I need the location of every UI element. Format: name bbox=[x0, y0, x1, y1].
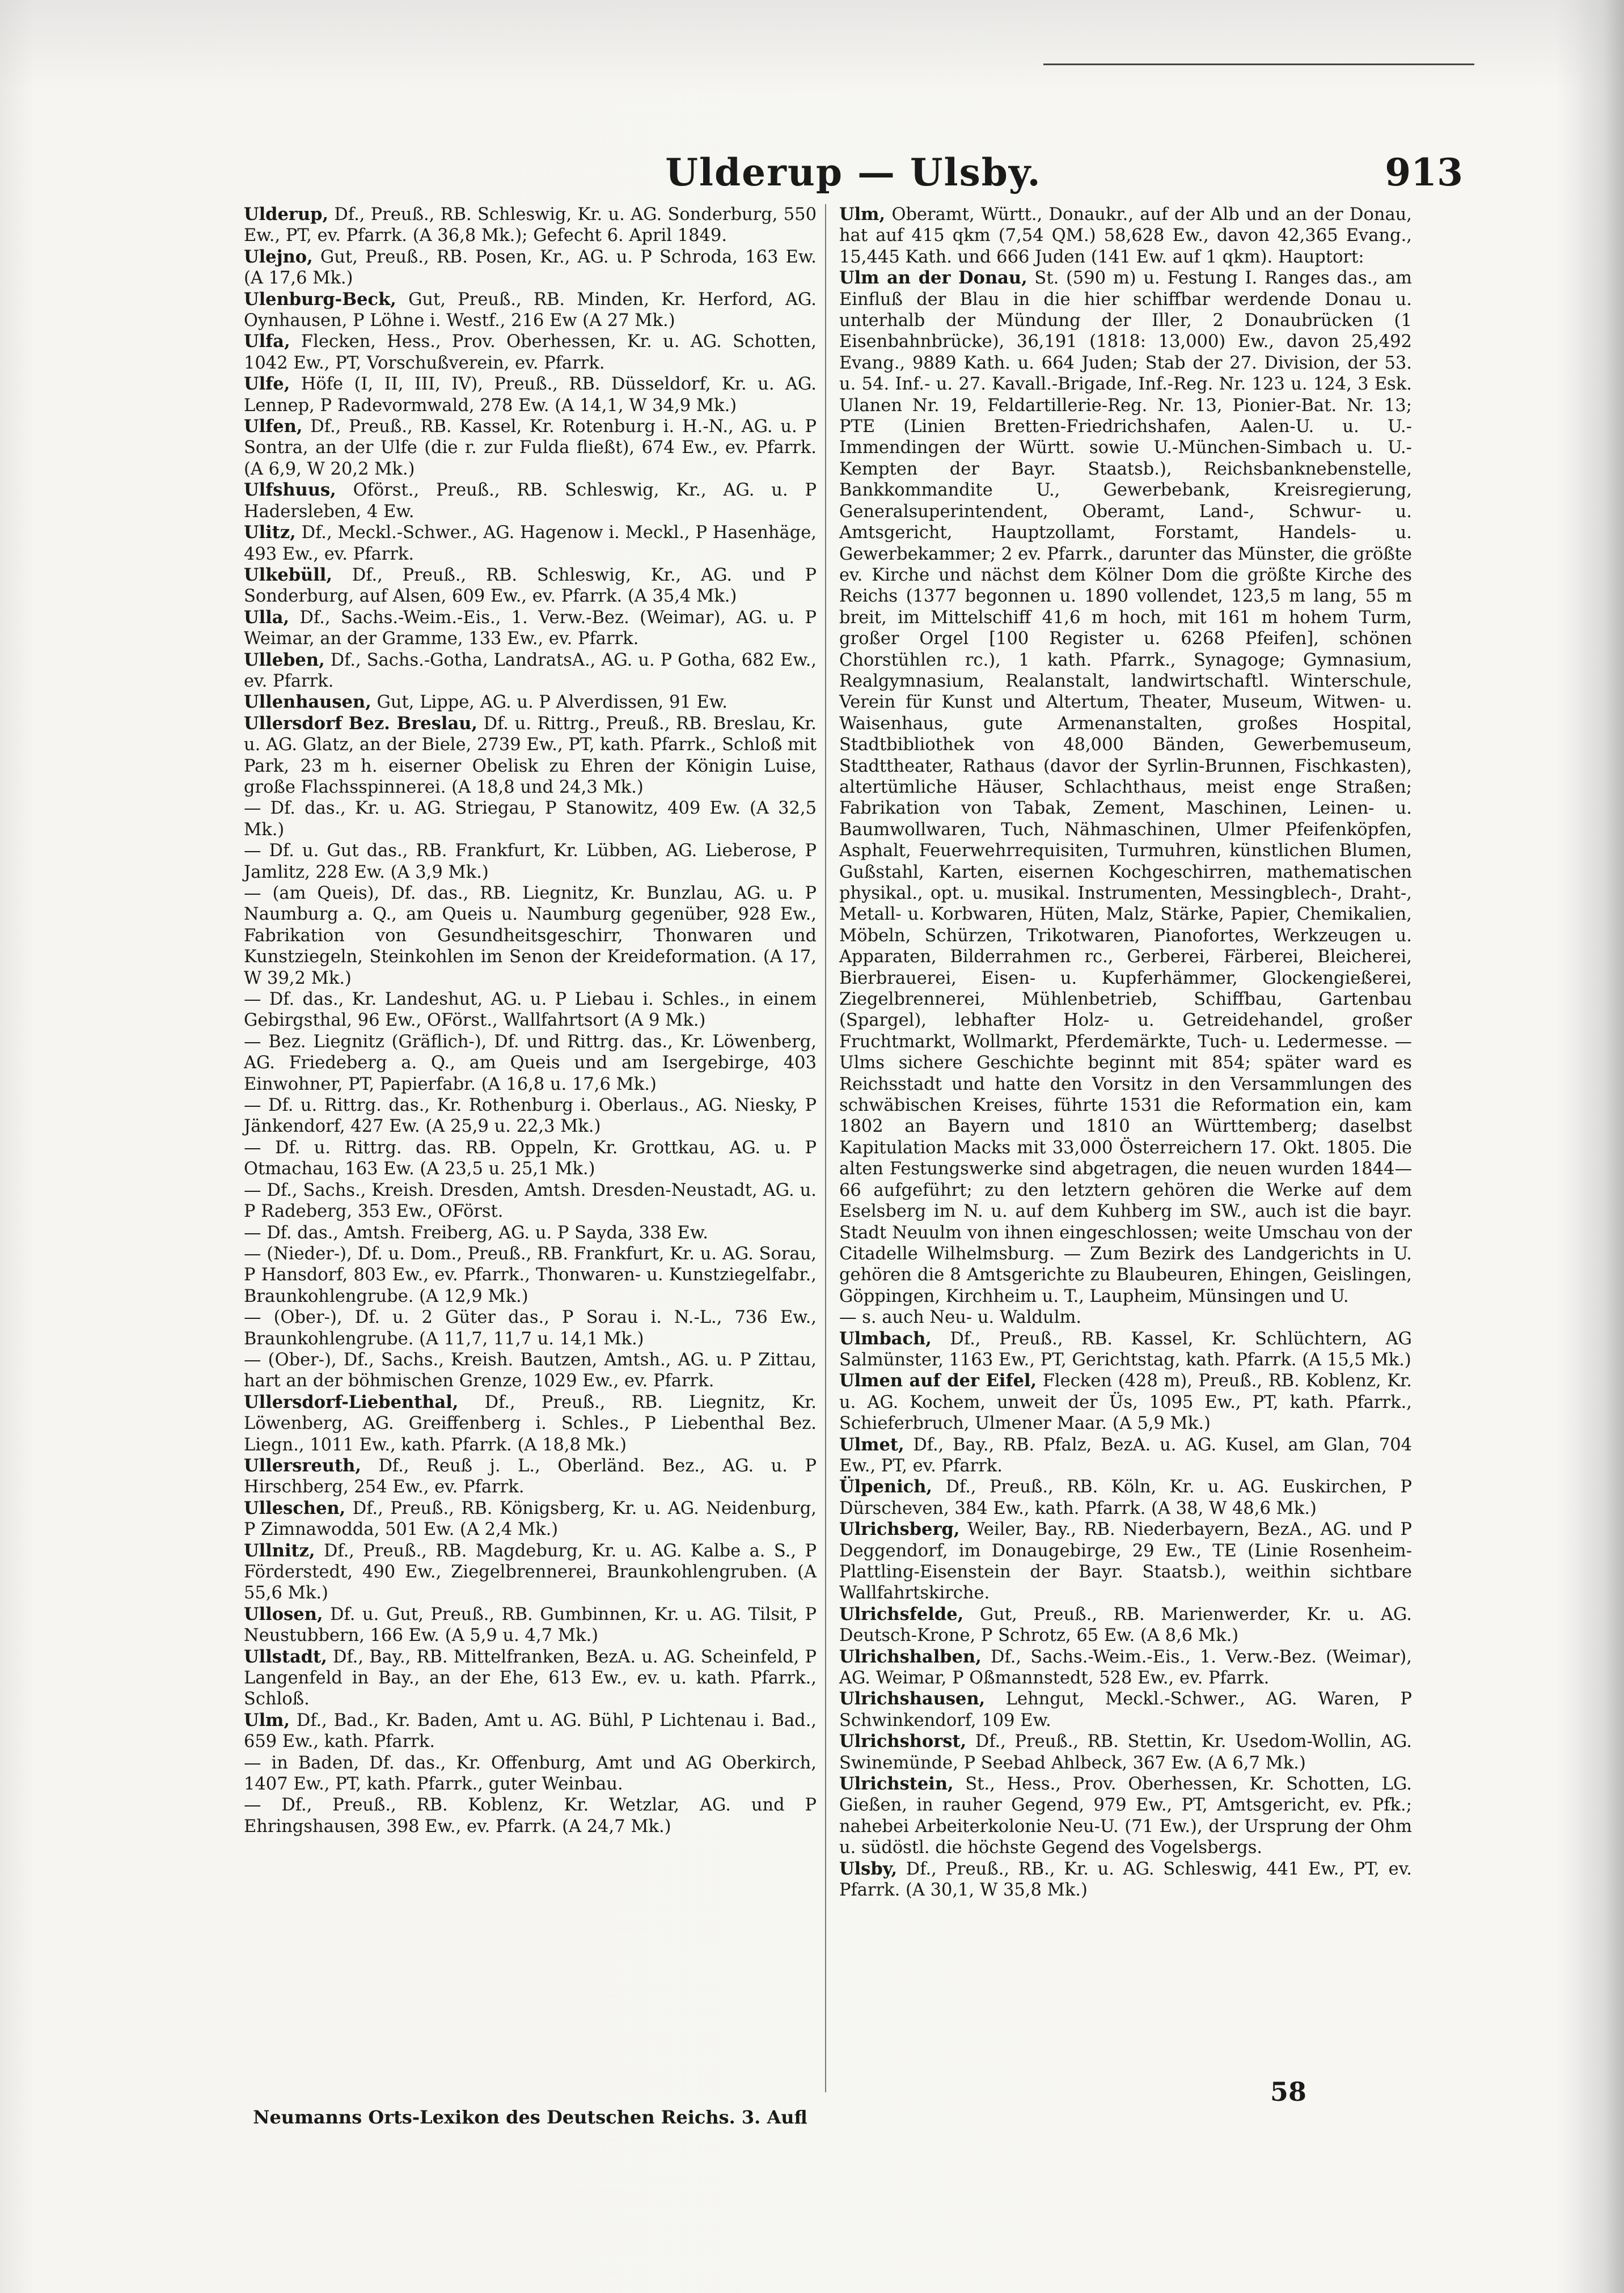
entry-headword: Ulmbach, bbox=[839, 1328, 932, 1349]
lexicon-entry bbox=[244, 607, 817, 650]
entry-headword: Ullersdorf Bez. Breslau, bbox=[244, 713, 478, 734]
entry-text: — Df. das., Kr. Landeshut, AG. u. P Liebau i. Schles., in einem Gebirgsthal, 96 Ew., OFörst., Wallfahrtsort (A 9 Mk.) bbox=[244, 989, 817, 1031]
entry-text: — Df. das., Amtsh. Freiberg, AG. u. P Sayda, 338 Ew. bbox=[244, 1222, 708, 1243]
lexicon-entry bbox=[839, 1477, 1412, 1519]
entry-text: — (Ober-), Df., Sachs., Kreish. Bautzen, Amtsh., AG. u. P Zittau, hart an der böhmischen Grenze, 1029 Ew., ev. Pfarrk. bbox=[244, 1349, 817, 1391]
entry-text: Df., Bad., Kr. Baden, Amt u. AG. Bühl, P Lichtenau i. Bad., 659 Ew., kath. Pfarrk. bbox=[244, 1710, 817, 1752]
entry-text: Flecken, Hess., Prov. Oberhessen, Kr. u. AG. Schotten, 1042 Ew., PT, Vorschußverein, ev. Pfarrk. bbox=[244, 332, 817, 373]
entry-headword: Ulfa, bbox=[244, 331, 290, 352]
entry-headword: Ulmen auf der Eifel, bbox=[839, 1370, 1037, 1391]
lexicon-entry bbox=[244, 1180, 817, 1222]
entry-text: Df., Preuß., RB., Kr. u. AG. Schleswig, 441 Ew., PT, ev. Pfarrk. (A 30,1, W 35,8 Mk.) bbox=[839, 1859, 1412, 1901]
lexicon-entry bbox=[839, 1731, 1412, 1774]
entry-text: — Bez. Liegnitz (Gräflich-), Df. und Rittrg. das., Kr. Löwenberg, AG. Friedeberg a. Q., am Queis und am Isergebirge, 403 Einwohner, PT, Papierfabr. (A 16,8 u. 17,6 Mk.) bbox=[244, 1031, 817, 1094]
lexicon-entry bbox=[244, 289, 817, 332]
lexicon-entry bbox=[839, 1519, 1412, 1604]
entry-text: Gut, Preuß., RB. Posen, Kr., AG. u. P Schroda, 163 Ew. (A 17,6 Mk.) bbox=[244, 247, 817, 289]
entry-text: — Df. das., Kr. u. AG. Striegau, P Stanowitz, 409 Ew. (A 32,5 Mk.) bbox=[244, 798, 817, 840]
entry-headword: Ulm, bbox=[244, 1710, 290, 1731]
lexicon-entry bbox=[244, 522, 817, 565]
scan-shadow-top bbox=[0, 0, 1624, 91]
entry-headword: Ulsby, bbox=[839, 1858, 898, 1879]
entry-text: Df., Preuß., RB. Schleswig, Kr., AG. und P Sonderburg, auf Alsen, 609 Ew., ev. Pfarrk. (A 35,4 Mk.) bbox=[244, 565, 817, 607]
entry-text: — Df. u. Gut das., RB. Frankfurt, Kr. Lübben, AG. Lieberose, P Jamlitz, 228 Ew. (A 3,9 Mk.) bbox=[244, 841, 817, 882]
lexicon-entry bbox=[244, 1392, 817, 1456]
lexicon-entry bbox=[244, 1647, 817, 1710]
entry-headword: Ulm, bbox=[839, 204, 886, 225]
entry-text: — Df., Preuß., RB. Koblenz, Kr. Wetzlar, AG. und P Ehringshausen, 398 Ew., ev. Pfarrk. (A 24,7 Mk.) bbox=[244, 1795, 817, 1837]
entry-headword: Ulrichstein, bbox=[839, 1774, 954, 1795]
lexicon-entry bbox=[244, 204, 817, 247]
entry-text: Df., Meckl.-Schwer., AG. Hagenow i. Meckl., P Hasenhäge, 493 Ew., ev. Pfarrk. bbox=[244, 523, 817, 564]
entry-text: Df. u. Gut, Preuß., RB. Gumbinnen, Kr. u. AG. Tilsit, P Neustubbern, 166 Ew. (A 5,9 u. 4,7 Mk.) bbox=[244, 1604, 817, 1646]
lexicon-entry bbox=[839, 204, 1412, 268]
entry-text: — Df. u. Rittrg. das., Kr. Rothenburg i. Oberlaus., AG. Niesky, P Jänkendorf, 427 Ew. (A 25,9 u. 22,3 Mk.) bbox=[244, 1095, 817, 1137]
entry-headword: Ulrichsberg, bbox=[839, 1519, 960, 1540]
entry-headword: Ulla, bbox=[244, 607, 290, 628]
entry-text: Oberamt, Württ., Donaukr., auf der Alb und an der Donau, hat auf 415 qkm (7,54 QM.) 58,628 Ew., davon 42,365 Evang., 15,445 Kath. und 666 Juden (141 Ew. auf 1 qkm). Hauptort: bbox=[839, 205, 1412, 267]
entry-text: Df., Preuß., RB. Schleswig, Kr. u. AG. Sonderburg, 550 Ew., PT, ev. Pfarrk. (A 36,8 Mk.); Gefecht 6. April 1849. bbox=[244, 205, 817, 246]
entry-text: Weiler, Bay., RB. Niederbayern, BezA., AG. und P Deggendorf, im Donaugebirge, 29 Ew., TE (Linie Rosenheim-Plattling-Eisenstein der Bayr. Staatsb.), weithin sichtbare Wallfahrtskirche. bbox=[839, 1520, 1412, 1604]
running-head: Ulderup — Ulsby. bbox=[665, 150, 1042, 194]
entry-headword: Ulrichshorst, bbox=[839, 1731, 967, 1752]
column-divider bbox=[825, 204, 826, 2092]
lexicon-entry bbox=[244, 1137, 817, 1180]
entry-headword: Ulrichshausen, bbox=[839, 1689, 986, 1710]
entry-text: Df., Preuß., RB. Magdeburg, Kr. u. AG. Kalbe a. S., P Förderstedt, 490 Ew., Ziegelbrennerei, Braunkohlengruben. (A 55,6 Mk.) bbox=[244, 1541, 817, 1604]
entry-headword: Ulitz, bbox=[244, 522, 296, 543]
entry-headword: Ullersreuth, bbox=[244, 1455, 361, 1476]
entry-text: — Df. u. Rittrg. das. RB. Oppeln, Kr. Grottkau, AG. u. P Otmachau, 163 Ew. (A 23,5 u. 25,1 Mk.) bbox=[244, 1137, 817, 1179]
entry-headword: Ulfen, bbox=[244, 416, 303, 437]
entry-text: Df., Preuß., RB. Liegnitz, Kr. Löwenberg, AG. Greiffenberg i. Schles., P Liebenthal Bez. Liegn., 1011 Ew., kath. Pfarrk. (A 18,8 Mk.) bbox=[244, 1392, 817, 1455]
lexicon-entry bbox=[244, 798, 817, 840]
lexicon-entry bbox=[244, 1307, 817, 1349]
entry-text: Df., Sachs.-Weim.-Eis., 1. Verw.-Bez. (Weimar), AG. Weimar, P Oßmannstedt, 528 Ew., ev. Pfarrk. bbox=[839, 1647, 1412, 1689]
lexicon-entry bbox=[244, 650, 817, 692]
entry-headword: Ullenhausen, bbox=[244, 692, 371, 713]
footer-imprint: Neumanns Orts-Lexikon des Deutschen Reichs. 3. Aufl bbox=[253, 2106, 807, 2128]
entry-headword: Ulejno, bbox=[244, 246, 313, 267]
entry-headword: Ulfshuus, bbox=[244, 480, 336, 501]
entry-headword: Ullosen, bbox=[244, 1604, 323, 1624]
lexicon-entry bbox=[244, 565, 817, 607]
entry-text: — in Baden, Df. das., Kr. Offenburg, Amt und AG Oberkirch, 1407 Ew., PT, kath. Pfarrk., guter Weinbau. bbox=[244, 1753, 817, 1795]
signature-mark: 58 bbox=[1270, 2076, 1307, 2107]
lexicon-entry bbox=[244, 331, 817, 374]
entry-text: Df., Preuß., RB. Köln, Kr. u. AG. Euskirchen, P Dürscheven, 384 Ew., kath. Pfarrk. (A 38, W 48,6 Mk.) bbox=[839, 1477, 1412, 1518]
entry-headword: Ülpenich, bbox=[839, 1477, 933, 1497]
lexicon-entry bbox=[244, 1095, 817, 1137]
entry-headword: Ulrichshalben, bbox=[839, 1646, 982, 1667]
entry-headword: Ulm an der Donau, bbox=[839, 268, 1027, 289]
entry-text: Df. u. Rittrg., Preuß., RB. Breslau, Kr. u. AG. Glatz, an der Biele, 2739 Ew., PT, kath. Pfarrk., Schloß mit Park, 23 m h. eiserner Obelisk zu Ehren der Königin Luise, große Flachsspinnerei. (A 18,8 und 24,3 Mk.) bbox=[244, 713, 817, 797]
scan-rule-mark bbox=[1043, 64, 1474, 65]
lexicon-entry bbox=[839, 1370, 1412, 1434]
entry-text: Df., Bay., RB. Mittelfranken, BezA. u. AG. Scheinfeld, P Langenfeld in Bay., an der Ehe, 613 Ew., ev. u. kath. Pfarrk., Schloß. bbox=[244, 1647, 817, 1710]
entry-text: Lehngut, Meckl.-Schwer., AG. Waren, P Schwinkendorf, 109 Ew. bbox=[839, 1689, 1412, 1731]
entry-text: Df., Preuß., RB. Kassel, Kr. Schlüchtern, AG Salmünster, 1163 Ew., PT, Gerichtstag, kath. Pfarrk. (A 15,5 Mk.) bbox=[839, 1329, 1412, 1370]
left-column bbox=[244, 204, 817, 1837]
entry-text: — (am Queis), Df. das., RB. Liegnitz, Kr. Bunzlau, AG. u. P Naumburg a. Q., am Queis u. Naumburg gegenüber, 928 Ew., Fabrikation von Gesundheitsgeschirr, Thonwaren und Kunstziegeln, Steinkohlen im Senon der Kreideformation. (A 17, W 39,2 Mk.) bbox=[244, 883, 817, 988]
entry-text: Df., Sachs.-Gotha, LandratsA., AG. u. P Gotha, 682 Ew., ev. Pfarrk. bbox=[244, 650, 817, 691]
entry-text: Df., Reuß j. L., Oberländ. Bez., AG. u. P Hirschberg, 254 Ew., ev. Pfarrk. bbox=[244, 1456, 817, 1497]
lexicon-entry bbox=[244, 1349, 817, 1392]
lexicon-entry bbox=[244, 692, 817, 713]
entry-text: St., Hess., Prov. Oberhessen, Kr. Schotten, LG. Gießen, in rauher Gegend, 979 Ew., PT, Amtsgericht, ev. Pfk.; nahebei Arbeiterkolonie Neu-U. (71 Ew.), der Ursprung der Ohm u. südöstl. die höchste Gegend des Vogelsbergs. bbox=[839, 1774, 1412, 1858]
lexicon-entry bbox=[244, 1243, 817, 1307]
lexicon-entry bbox=[244, 1456, 817, 1498]
lexicon-entry bbox=[839, 1329, 1412, 1371]
entry-text: — s. auch Neu- u. Waldulm. bbox=[839, 1308, 1082, 1328]
lexicon-entry bbox=[244, 883, 817, 989]
entry-headword: Ulleschen, bbox=[244, 1497, 346, 1518]
entry-text: Gut, Lippe, AG. u. P Alverdissen, 91 Ew. bbox=[371, 692, 728, 713]
entry-headword: Ulrichsfelde, bbox=[839, 1604, 964, 1624]
lexicon-entry bbox=[244, 1222, 817, 1243]
entry-headword: Ullstadt, bbox=[244, 1646, 327, 1667]
lexicon-entry bbox=[244, 1753, 817, 1795]
lexicon-entry bbox=[244, 480, 817, 522]
entry-text: Df., Preuß., RB. Kassel, Kr. Rotenburg i. H.-N., AG. u. P Sontra, an der Ulfe (die r. zur Fulda fließt), 674 Ew., ev. Pfarrk. (A 6,9, W 20,2 Mk.) bbox=[244, 417, 817, 479]
entry-text: — Df., Sachs., Kreish. Dresden, Amtsh. Dresden-Neustadt, AG. u. P Radeberg, 353 Ew., OFörst. bbox=[244, 1180, 817, 1222]
entry-headword: Ulderup, bbox=[244, 204, 329, 225]
entry-text: Df., Preuß., RB. Königsberg, Kr. u. AG. Neidenburg, P Zimnawodda, 501 Ew. (A 2,4 Mk.) bbox=[244, 1498, 817, 1540]
lexicon-entry bbox=[244, 1710, 817, 1753]
entry-headword: Ulkebüll, bbox=[244, 564, 333, 585]
lexicon-entry bbox=[244, 1604, 817, 1647]
entry-headword: Ulleben, bbox=[244, 649, 325, 670]
entry-text: — (Nieder-), Df. u. Dom., Preuß., RB. Frankfurt, Kr. u. AG. Sorau, P Hansdorf, 803 Ew., ev. Pfarrk., Thonwaren- u. Kunstziegelfabr., Braunkohlengrube. (A 12,9 Mk.) bbox=[244, 1243, 817, 1306]
entry-text: Flecken (428 m), Preuß., RB. Koblenz, Kr. u. AG. Kochem, unweit der Üs, 1095 Ew., PT, kath. Pfarrk., Schieferbruch, Ulmener Maar. (A 5,9 Mk.) bbox=[839, 1371, 1412, 1434]
entry-headword: Ulfe, bbox=[244, 374, 290, 395]
page-header bbox=[244, 139, 1463, 207]
entry-text: Gut, Preuß., RB. Marienwerder, Kr. u. AG. Deutsch-Krone, P Schrotz, 65 Ew. (A 8,6 Mk.) bbox=[839, 1604, 1412, 1646]
page-number: 913 bbox=[1385, 150, 1463, 194]
lexicon-entry bbox=[839, 1859, 1412, 1901]
lexicon-entry bbox=[839, 1435, 1412, 1477]
lexicon-entry bbox=[244, 1541, 817, 1604]
lexicon-entry bbox=[839, 1689, 1412, 1731]
lexicon-entry bbox=[839, 1647, 1412, 1689]
lexicon-entry bbox=[839, 1774, 1412, 1859]
entry-headword: Ullnitz, bbox=[244, 1540, 315, 1561]
lexicon-entry bbox=[244, 247, 817, 289]
entry-text: Oförst., Preuß., RB. Schleswig, Kr., AG. u. P Hadersleben, 4 Ew. bbox=[244, 480, 817, 522]
lexicon-entry bbox=[244, 416, 817, 480]
entry-text: Df., Bay., RB. Pfalz, BezA. u. AG. Kusel, am Glan, 704 Ew., PT, ev. Pfarrk. bbox=[839, 1435, 1412, 1476]
lexicon-entry bbox=[244, 374, 817, 416]
scan-shadow-edge bbox=[1556, 0, 1624, 2293]
entry-headword: Ulenburg-Beck, bbox=[244, 289, 396, 310]
entry-text: St. (590 m) u. Festung I. Ranges das., am Einfluß der Blau in die hier schiffbar werdende Donau u. unterhalb der Mündung der Iller, 2 Donaubrücken (1 Eisenbahnbrücke), 36,191 (1818: 13,000) Ew., davon 25,492 Evang., 9889 Kath. u. 664 Juden; Stab der 27. Division, der 53. u. 54. Inf.- u. 27. Kavall.-Brigade, Inf.-Reg. Nr. 123 u. 124, 3 Esk. Ulanen Nr. 19, Feldartillerie-Reg. Nr. 13, Pionier-Bat. Nr. 13; PTE (Linien Bretten-Friedrichshafen, Aalen-U. u. U.-Immendingen der Württ. sowie U.-München-Simbach u. U.-Kempten der Bayr. Staatsb.), Reichsbanknebenstelle, Bankkommandite U., Gewerbebank, Kreisregierung, Generalsuperintendent, Oberamt, Land-, Schwur- u. Amtsgericht, Hauptzollamt, Forstamt, Handels- u. Gewerbekammer; 2 ev. Pfarrk., darunter das Münster, die größte ev. Kirche und nächst dem Kölner Dom die größte Kirche des Reichs (1377 begonnen u. 1890 vollendet, 123,5 m lang, 55 m breit, im Mittelschiff 41,6 m hoch, mit 161 m hohem Turm, großer Orgel [100 Register u. 6268 Pfeifen], schönen Chorstühlen rc.), 1 kath. Pfarrk., Synagoge; Gymnasium, Realgymnasium, Realanstalt, landwirtschaftl. Winterschule, Verein für Kunst und Altertum, Theater, Museum, Witwen- u. Waisenhaus, gute Armenanstalten, großes Hospital, Stadtbibliothek von 48,000 Bänden, Gewerbemuseum, Stadttheater, Rathaus (davor der Syrlin-Brunnen, Fischkasten), altertümliche Häuser, Schlachthaus, meist enge Straßen; Fabrikation von Tabak, Zement, Maschinen, Leinen- u. Baumwollwaren, Tuch, Nähmaschinen, Ulmer Pfeifenköpfen, Asphalt, Feuerwehrrequisiten, Turmuhren, künstlichen Blumen, Gußstahl, Karten, eisernen Kochgeschirren, mathematischen physikal., opt. u. musikal. Instrumenten, Messingblech-, Draht-, Metall- u. Korbwaren, Hüten, Malz, Stärke, Papier, Chemikalien, Möbeln, Schürzen, Trikotwaren, Pianofortes, Werkzeugen u. Apparaten, Bilderrahmen rc., Gerberei, Färberei, Bleicherei, Bierbrauerei, Eisen- u. Kupferhämmer, Glockengießerei, Ziegelbrennerei, Mühlenbetrieb, Schiffbau, Gartenbau (Spargel), lebhafter Holz- u. Getreidehandel, großer Fruchtmarkt, Wollmarkt, Pferdemärkte, Tuch- u. Ledermesse. — Ulms sichere Geschichte beginnt mit 854; später ward es Reichsstadt und hatte den Vorsitz in den Versammlungen des schwäbischen Kreises, führte 1531 die Reformation ein, kam 1802 an Bayern und 1810 an Württemberg; daselbst Kapitulation Macks mit 33,000 Österreichern 17. Okt. 1805. Die alten Festungswerke sind abgetragen, die neuen wurden 1844—66 aufgeführt; zu den letztern gehören die Werke auf dem Eselsberg im N. u. auf dem Kuhberg im SW., auch ist die bayr. Stadt Neuulm von ihnen eingeschlossen; weite Umschau von der Citadelle Wilhelmsburg. — Zum Bezirk des Landgerichts in U. gehören die 8 Amtsgerichte zu Blaubeuren, Ehingen, Geislingen, Göppingen, Kirchheim u. T., Laupheim, Münsingen und U. bbox=[839, 268, 1412, 1306]
lexicon-entry bbox=[244, 1031, 817, 1095]
entry-headword: Ulmet, bbox=[839, 1434, 904, 1455]
right-column bbox=[839, 204, 1412, 1901]
lexicon-entry bbox=[244, 989, 817, 1031]
lexicon-entry bbox=[839, 1307, 1412, 1328]
entry-text: Df., Sachs.-Weim.-Eis., 1. Verw.-Bez. (Weimar), AG. u. P Weimar, an der Gramme, 133 Ew., ev. Pfarrk. bbox=[244, 607, 817, 649]
lexicon-entry bbox=[839, 268, 1412, 1307]
lexicon-entry bbox=[244, 1498, 817, 1541]
lexicon-entry bbox=[244, 1795, 817, 1837]
lexicon-entry bbox=[839, 1604, 1412, 1647]
entry-text: Gut, Preuß., RB. Minden, Kr. Herford, AG. Oynhausen, P Löhne i. Westf., 216 Ew (A 27 Mk.) bbox=[244, 289, 817, 331]
lexicon-entry bbox=[244, 840, 817, 883]
entry-text: Df., Preuß., RB. Stettin, Kr. Usedom-Wollin, AG. Swinemünde, P Seebad Ahlbeck, 367 Ew. (A 6,7 Mk.) bbox=[839, 1732, 1412, 1773]
entry-text: — (Ober-), Df. u. 2 Güter das., P Sorau i. N.-L., 736 Ew., Braunkohlengrube. (A 11,7, 11,7 u. 14,1 Mk.) bbox=[244, 1308, 817, 1349]
entry-text: Höfe (I, II, III, IV), Preuß., RB. Düsseldorf, Kr. u. AG. Lennep, P Radevormwald, 278 Ew. (A 14,1, W 34,9 Mk.) bbox=[244, 374, 817, 416]
entry-headword: Ullersdorf-Liebenthal, bbox=[244, 1391, 459, 1412]
lexicon-entry bbox=[244, 713, 817, 798]
